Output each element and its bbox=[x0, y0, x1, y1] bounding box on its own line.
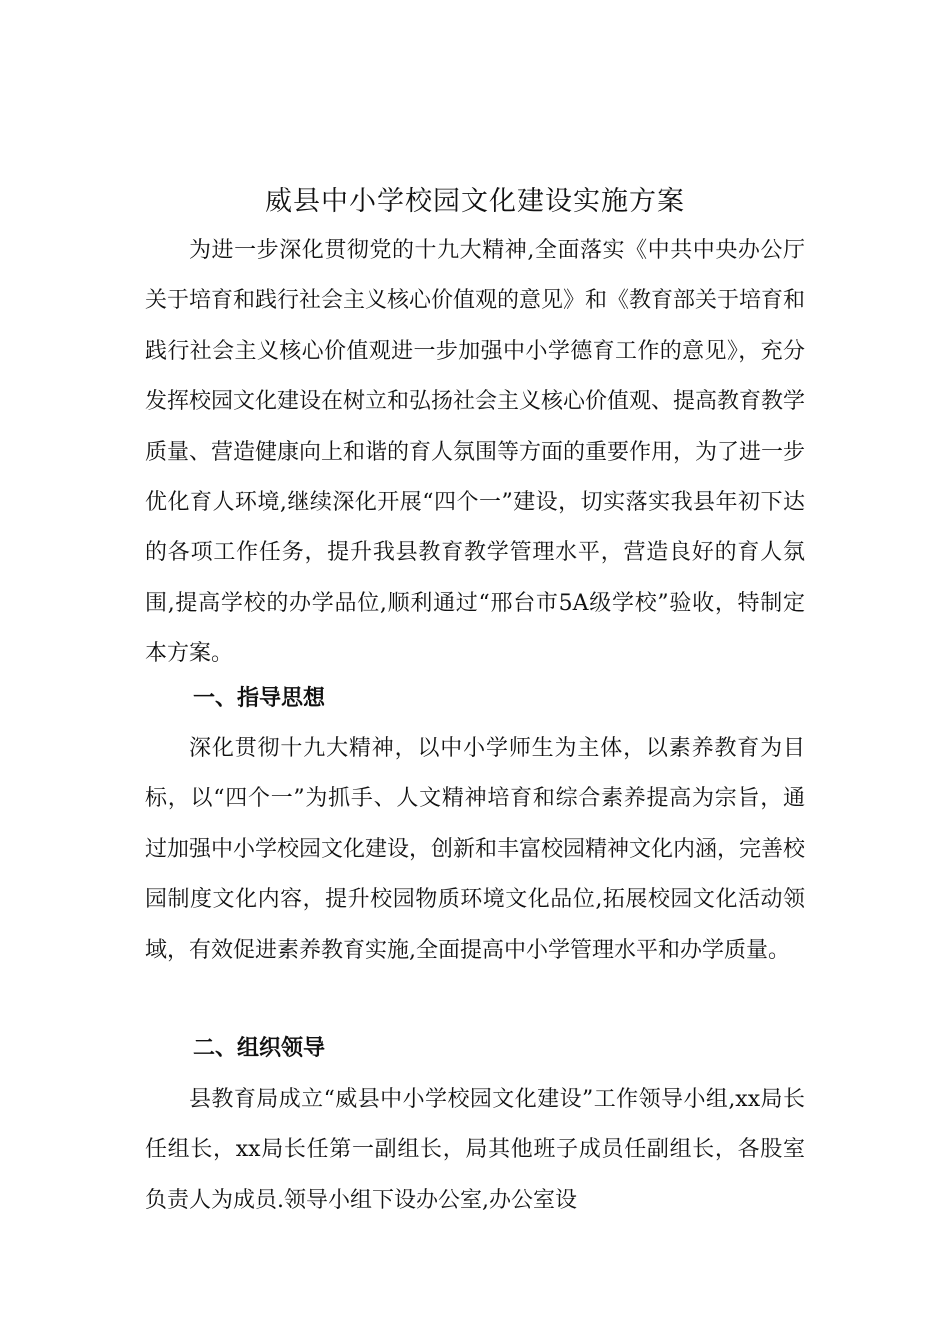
document-title: 威县中小学校园文化建设实施方案 bbox=[265, 186, 685, 217]
section-heading-guiding-ideology: 一、指导思想 bbox=[193, 686, 326, 711]
section-body-organization: 县教育局成立“威县中小学校园文化建设”工作领导小组,xx局长任组长，xx局长任第一副组长，局其他班子成员任副组长，各股室负责人为成员.领导小组下设办公室,办公室设 bbox=[145, 1087, 805, 1213]
section-heading-organization: 二、组织领导 bbox=[193, 1036, 326, 1061]
section-body-guiding-ideology: 深化贯彻十九大精神，以中小学师生为主体，以素养教育为目标，以“四个一”为抓手、人文精神培育和综合素养提高为宗旨，通过加强中小学校园文化建设，创新和丰富校园精神文化内涵，完善校园制度文化内容，提升校园物质环境文化品位,拓展校园文化活动领域，有效促进素养教育实施,全面提高中小学管理水平和办学质量。 bbox=[145, 736, 806, 963]
intro-paragraph: 为进一步深化贯彻党的十九大精神,全面落实《中共中央办公厅关于培育和践行社会主义核心价值观的意见》和《教育部关于培育和践行社会主义核心价值观进一步加强中小学德育工作的意见》，充分发挥校园文化建设在树立和弘扬社会主义核心价值观、提高教育教学质量、营造健康向上和谐的育人氛围等方面的重要作用，为了进一步优化育人环境,继续深化开展“四个一”建设，切实落实我县年初下达的各项工作任务，提升我县教育教学管理水平，营造良好的育人氛围,提高学校的办学品位,顺利通过“邢台市5A级学校”验收，特制定本方案。 bbox=[145, 238, 806, 667]
